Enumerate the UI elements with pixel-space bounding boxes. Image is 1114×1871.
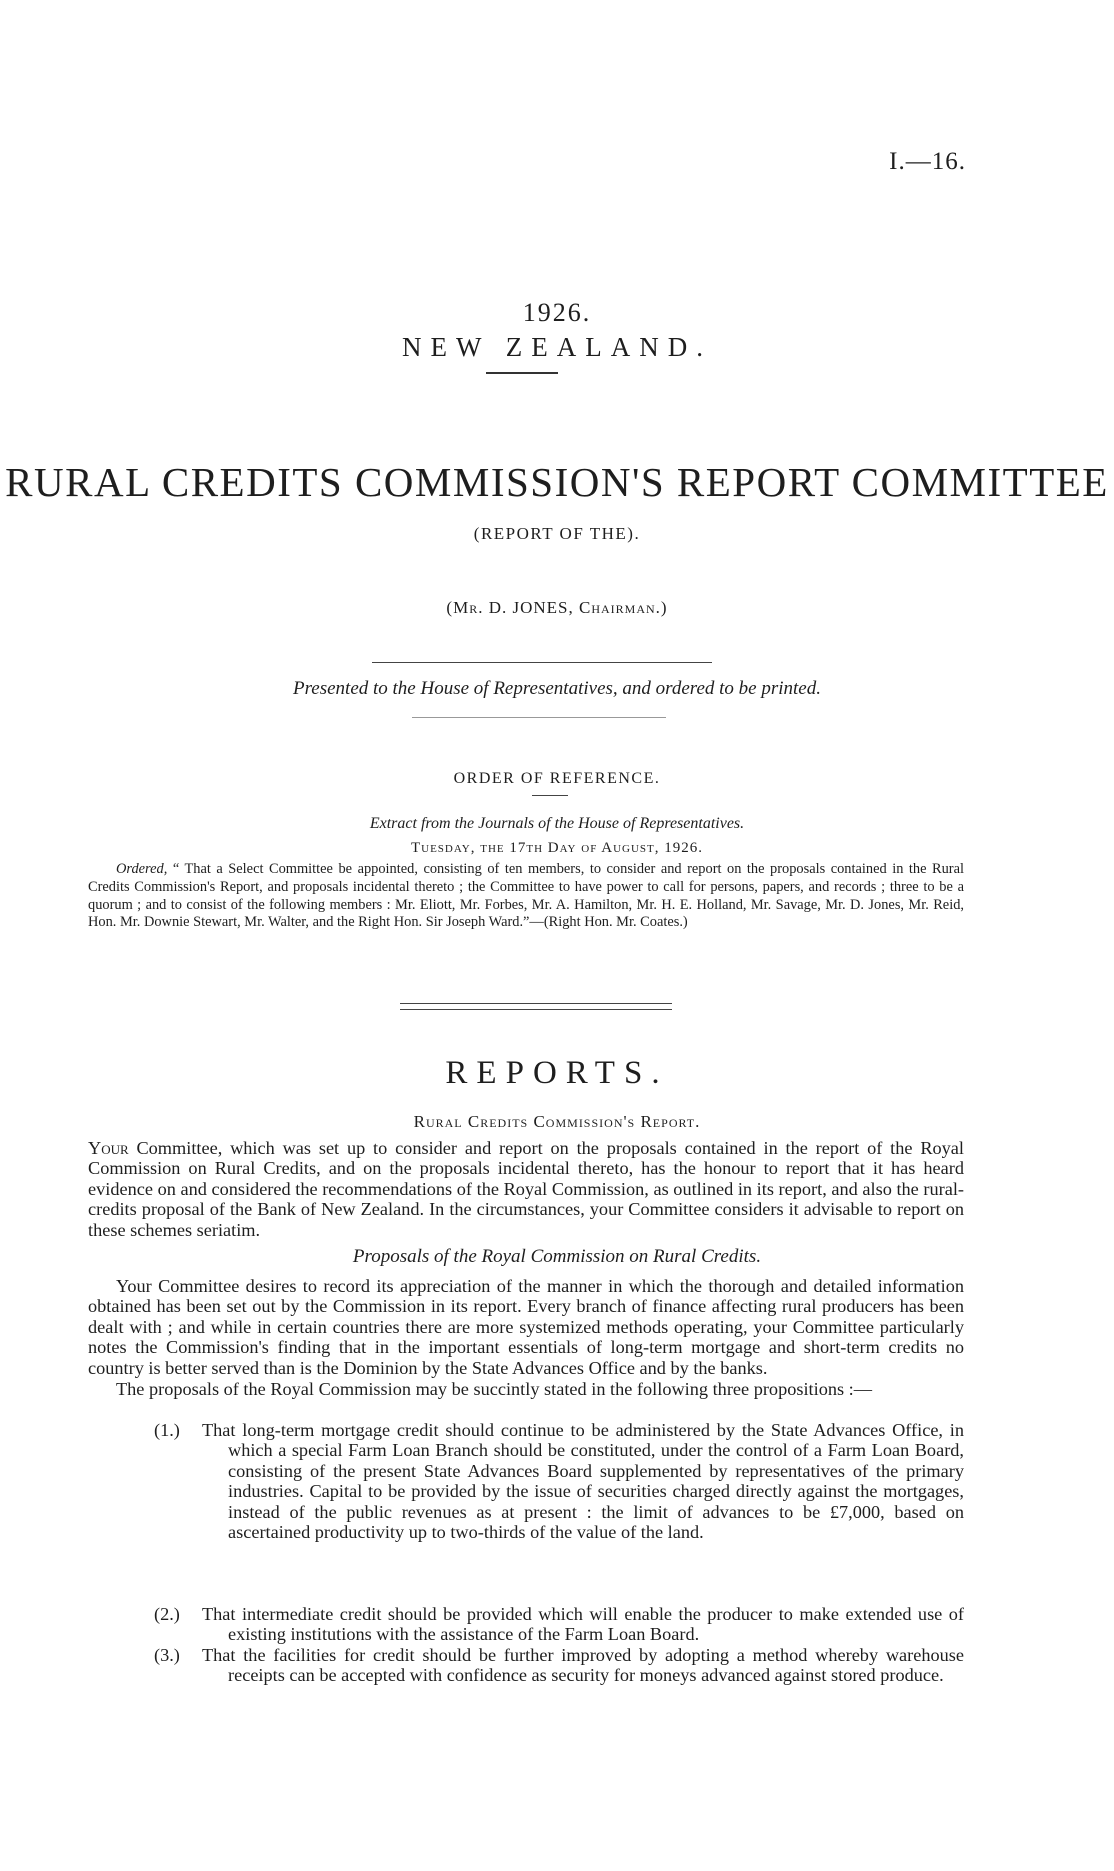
reports-heading: REPORTS. xyxy=(445,1055,669,1091)
divider-rule xyxy=(486,372,558,374)
chairman-line: (Mr. D. JONES, Chairman.) xyxy=(446,598,668,617)
proposition-item xyxy=(154,1645,964,1686)
intro-paragraph xyxy=(88,1138,964,1240)
country-heading: NEW ZEALAND. xyxy=(402,332,712,362)
divider-rule xyxy=(412,717,666,718)
order-of-reference-heading: ORDER OF REFERENCE. xyxy=(453,770,661,787)
double-divider-rule xyxy=(400,1003,672,1010)
report-subtitle: (REPORT OF THE). xyxy=(473,524,641,543)
sitting-date: Tuesday, the 17th Day of August, 1926. xyxy=(410,840,703,856)
order-of-reference-text xyxy=(88,861,964,932)
item-text: That intermediate credit should be provided which will enable the producer to make extended use of existing institutions with the assistance of the Farm Loan Board. xyxy=(202,1604,964,1645)
proposition-item xyxy=(154,1604,964,1645)
reports-subheading: Rural Credits Commission's Report. xyxy=(413,1112,701,1131)
divider-rule xyxy=(372,662,712,663)
divider-rule xyxy=(532,795,568,796)
presented-line: Presented to the House of Representatives, and ordered to be printed. xyxy=(292,678,821,699)
proposals-heading: Proposals of the Royal Commission on Rural Credits. xyxy=(352,1246,762,1267)
propositions-paragraph: The proposals of the Royal Commission may be succintly stated in the following three propositions :— xyxy=(116,1379,873,1399)
intro-lead: Your xyxy=(88,1138,129,1158)
extract-line: Extract from the Journals of the House of Representatives. xyxy=(369,815,745,832)
item-number: (2.) xyxy=(154,1604,180,1624)
intro-text: Committee, which was set up to consider and report on the proposals contained in the report of the Royal Commission on Rural Credits, and on the proposals incidental thereto, has the honour to report that it has heard evidence on and considered the recommendations of the Royal Commission, as outlined in its report, and also the rural-credits proposal of the Bank of New Zealand. In the circumstances, your Committee considers it advisable to report on these schemes seriatim. xyxy=(88,1138,964,1240)
appreciation-paragraph: Your Committee desires to record its appreciation of the manner in which the thorough and detailed information obtained has been set out by the Commission in its report. Every branch of finance affecting rural producers has been dealt with ; and while in certain countries there are more systemized methods operating, your Committee particularly notes the Commission's finding that in the important essentials of long-term mortgage and short-term credits no country is better served than is the Dominion by the State Advances Office and by the banks. xyxy=(88,1276,964,1378)
item-text: That long-term mortgage credit should continue to be administered by the State Advances Office, in which a special Farm Loan Branch should be constituted, under the control of a Farm Loan Board, consisting of the present State Advances Board supplemented by representatives of the primary industries. Capital to be provided by the issue of securities charged directly against the mortgages, instead of the public revenues as at present : the limit of advances to be £7,000, based on ascertained productivity up to two-thirds of the value of the land. xyxy=(202,1420,964,1543)
page-reference: I.—16. xyxy=(889,148,966,175)
publication-year: 1926. xyxy=(522,298,592,327)
report-title: RURAL CREDITS COMMISSION'S REPORT COMMITTEE xyxy=(5,459,1109,505)
order-text: “ That a Select Committee be appointed, consisting of ten members, to consider and report on the proposals contained in the Rural Credits Commission's Report, and proposals incidental thereto ; the Committee to have power to call for persons, papers, and records ; three to be a quorum ; and to consist of the following members : Mr. Eliott, Mr. Forbes, Mr. A. Hamilton, Mr. H. E. Holland, Mr. Savage, Mr. D. Jones, Mr. Reid, Hon. Mr. Downie Stewart, Mr. Walter, and the Right Hon. Sir Joseph Ward.”—(Right Hon. Mr. Coates.) xyxy=(88,861,964,931)
item-text: That the facilities for credit should be further improved by adopting a method whereby warehouse receipts can be accepted with confidence as security for moneys advanced against stored produce. xyxy=(202,1645,964,1686)
proposition-item xyxy=(154,1420,964,1542)
item-number: (3.) xyxy=(154,1645,180,1665)
item-number: (1.) xyxy=(154,1420,180,1440)
ordered-label: Ordered, xyxy=(116,861,168,877)
